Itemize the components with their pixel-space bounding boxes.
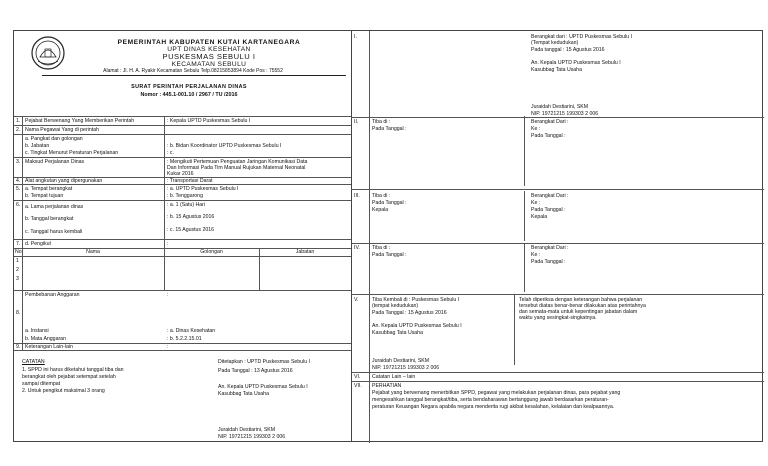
grid-line	[14, 184, 351, 185]
row-label: b. Jabatan	[25, 143, 50, 149]
signer-name: Juraidah Destiarini, SKM	[218, 427, 276, 433]
signer-position: An. Kepala UPTD Puskesmas Sebulu I	[218, 384, 308, 390]
grid-vline	[259, 248, 260, 290]
grid-line	[14, 239, 351, 240]
row-no: 6.	[16, 202, 21, 208]
row-label: a. Tempat berangkat	[25, 186, 73, 192]
s1-jabatan: An. Kepala UPTD Puskesmas Sebulu I	[531, 60, 621, 66]
pengikut-row-no: 2	[16, 267, 19, 273]
s7-text: mengesahkan tanggal berangkat/tiba, serta bendaharawan bertanggung jawab berdasarkan peraturan-	[372, 397, 609, 403]
s2-tanggal: Pada Tanggal :	[372, 126, 407, 132]
grid-vline	[164, 248, 165, 290]
right-split-vline	[524, 244, 525, 292]
row-no: 3.	[16, 159, 21, 165]
mata-anggaran-value: : b. 5.2.2.15.01	[167, 336, 202, 342]
s3-berangkat: Berangkat Dari :	[531, 193, 569, 199]
anggaran-no: 8.	[16, 310, 21, 316]
row-label: b. Tempat tujuan	[25, 193, 64, 199]
grid-vline-no	[22, 116, 23, 290]
s5-verif-line: waktu yang sesingkat-singkatnya.	[519, 315, 597, 321]
row-label: Maksud Perjalanan Dinas	[25, 159, 85, 165]
grid-line	[14, 134, 351, 135]
section-no: I.	[354, 34, 357, 40]
row-value: : b. Tenggarong	[167, 193, 203, 199]
grid-line	[351, 372, 764, 373]
catatan-item: 1. SPPD ini harus diketahui tanggal tiba dan	[22, 367, 124, 373]
grid-line	[351, 189, 764, 190]
ditetapkan-tanggal: Pada Tanggal : 13 Agustus 2016	[218, 368, 293, 374]
keterangan-value: :	[167, 344, 169, 350]
s7-text: Pejabat yang berwenang menerbitkan SPPD, pegawai yang melakukan perjalanan dinas, para pejabat yang	[372, 390, 621, 396]
s5-tempat: (tempat kedudukan)	[372, 303, 419, 309]
row-value: Dan Informasi Pada Tim Manual Rujukan Maternal Neonatal	[167, 165, 306, 171]
grid-line	[351, 243, 764, 244]
grid-line	[351, 294, 764, 295]
row-no: 7.	[16, 241, 21, 247]
catatan-title: CATATAN	[22, 359, 45, 365]
s5-jabatan: An. Kepala UPTD Puskesmas Sebulu I	[372, 323, 462, 329]
keterangan-label: Keterangan Lain-lain	[25, 344, 73, 350]
row-value: : b. 15 Agustus 2016	[167, 214, 215, 220]
s2-berangkat: Berangkat Dari :	[531, 119, 569, 125]
pengikut-header: Nama	[86, 249, 100, 255]
grid-vline-value	[164, 116, 165, 248]
header-line-4: KECAMATAN SEBULU	[171, 61, 247, 68]
grid-line	[14, 290, 351, 291]
s5-nama: Juraidah Destiarini, SKM	[372, 358, 430, 364]
grid-line	[14, 200, 351, 201]
regency-emblem-icon	[30, 35, 66, 71]
row-value: : c.	[167, 150, 174, 156]
grid-line	[351, 117, 764, 118]
sppd-sheet	[13, 30, 763, 442]
row-label: Pejabat Berwenang Yang Memberikan Perintah	[25, 118, 135, 124]
row-value: : a. UPTD Puskesmas Sebulu I	[167, 186, 239, 192]
grid-vline-no	[22, 290, 23, 350]
s5-verif-line: tersebut diatas benar-benar dilakukan atas perintahnya	[519, 303, 646, 309]
right-split-vline	[524, 191, 525, 241]
row-no: 4.	[16, 178, 21, 184]
row-label: d. Pengikut	[25, 241, 51, 247]
s3-ke: Ke :	[531, 200, 541, 206]
s3-tiba: Tiba di :	[372, 193, 391, 199]
s4-tiba: Tiba di :	[372, 245, 391, 251]
s2-tanggal-b: Pada Tanggal :	[531, 133, 566, 139]
s5-tiba-kembali: Tiba Kembali di : Puskesmas Sebulu I	[372, 297, 460, 303]
header-rule	[42, 75, 346, 76]
section-no: III.	[354, 193, 360, 199]
s1-tempat: (Tempat kedudukan)	[531, 40, 579, 46]
s3-tanggal-b: Pada Tanggal :	[531, 207, 566, 213]
s5-subjabatan: Kasubbag Tata Usaha	[372, 330, 423, 336]
section-no: II.	[354, 119, 359, 125]
pengikut-row-no: 1	[16, 258, 19, 264]
s1-subjabatan: Kasubbag Tata Usaha	[531, 67, 582, 73]
row-no: 5.	[16, 186, 21, 192]
row-value: : Mengikuti Pertemuan Penguatan Jaringan Komunikasi Data	[167, 159, 308, 165]
s1-nip: NIP. 19721215 199303 2 006	[531, 111, 599, 117]
header-address: Alamat : Jl. H. A. Ryakir Kecamatan Sebulu Telp.08215853894 Kode Pos : 75552	[103, 68, 283, 74]
doc-number: Nomor : 445.1-001.10 / 2967 / TU /2016	[140, 92, 238, 98]
mata-anggaran-label: b. Mata Anggaran	[25, 336, 66, 342]
s4-berangkat: Berangkat Dari :	[531, 245, 569, 251]
grid-line	[14, 157, 351, 158]
row-value: Kukar 2016	[167, 171, 194, 177]
section-no: VI.	[354, 374, 361, 380]
s7-title: PERHATIAN	[372, 383, 402, 389]
s3-tanggal: Pada Tanggal :	[372, 200, 407, 206]
section-no: VII.	[354, 383, 362, 389]
instansi-value: : a. Dinas Kesehatan	[167, 328, 216, 334]
row-label: b. Tanggal berangkat	[25, 216, 74, 222]
pengikut-header: Jabatan	[295, 249, 315, 255]
s2-tiba: Tiba di :	[372, 119, 391, 125]
grid-line	[14, 125, 351, 126]
section-no: V.	[354, 297, 359, 303]
grid-line	[14, 350, 351, 351]
s2-ke: Ke :	[531, 126, 541, 132]
row-value: : Transportasi Darat	[167, 178, 213, 184]
keterangan-no: 9.	[16, 344, 21, 350]
row-label: c. Tanggal harus kembali	[25, 229, 83, 235]
catatan-item: berangkat oleh pejabat setempat setelah	[22, 374, 116, 380]
ditetapkan: Ditetapkan : UPTD Puskesmas Sebulu I	[218, 359, 310, 365]
s1-berangkat: Berangkat dari : UPTD Puskesmas Sebulu I	[531, 34, 632, 40]
anggaran-label: Pembebanan Anggaran	[25, 292, 80, 298]
header-line-1: PEMERINTAH KABUPATEN KUTAI KARTANEGARA	[117, 39, 301, 46]
s5-nip: NIP. 19721215 199303 2 006	[372, 365, 440, 371]
pengikut-header: Golongan	[200, 249, 223, 255]
row-value: : b. Bidan Koordinator UPTD Puskesmas Sebulu I	[167, 143, 282, 149]
s5-verif-line: Telah diperiksa dengan keterangan bahwa perjalanan	[519, 297, 643, 303]
row-value: : a. 1 (Satu) Hari	[167, 202, 206, 208]
s5-verif-line: dan semata-mata untuk kepentingan jabatan dalam	[519, 309, 638, 315]
signer-subposition: Kasubbag Tata Usaha	[218, 391, 269, 397]
grid-line	[14, 256, 351, 257]
right-split-vline	[514, 295, 515, 365]
row-no: 1.	[16, 118, 21, 124]
pengikut-row-no: 3	[16, 276, 19, 282]
catatan-item: sampai ditempat	[22, 381, 61, 387]
right-split-vline	[524, 116, 525, 186]
row-value: : c. 15 Agustus 2016	[167, 227, 215, 233]
grid-line	[14, 116, 351, 117]
catatan-item: 2. Untuk pengikut maksimal 3 orang	[22, 388, 105, 394]
anggaran-colon: :	[167, 292, 169, 298]
s4-tanggal-b: Pada Tanggal :	[531, 259, 566, 265]
s6-catatan: Catatan Lain – lain	[372, 374, 416, 380]
signer-nip: NIP. 19721215 199303 2 006	[218, 434, 286, 440]
header-line-3: PUSKESMAS SEBULU I	[162, 52, 256, 61]
section-no: IV.	[354, 245, 360, 251]
doc-title: SURAT PERINTAH PERJALANAN DINAS	[131, 84, 247, 90]
center-divider	[351, 31, 352, 441]
grid-line	[351, 381, 764, 382]
s3-kepala: Kepala	[372, 207, 389, 213]
row-value: :	[167, 241, 169, 247]
row-label: a. Lama perjalanan dinas	[25, 204, 84, 210]
s4-tanggal: Pada Tanggal :	[372, 252, 407, 258]
s1-tanggal: Pada tanggal : 15 Agustus 2016	[531, 47, 605, 53]
row-value: : Kepala UPTD Puskesmas Sebulu I	[167, 118, 251, 124]
s3-kepala-b: Kepala	[531, 214, 548, 220]
row-no: 2.	[16, 127, 21, 133]
s5-tanggal: Pada Tanggal : 15 Agustus 2016	[372, 310, 447, 316]
row-label: Nama Pegawai Yang di perintah	[25, 127, 99, 133]
s7-text: peraturan Keuangan Negara apabila negara menderita rugi akibat kesalahan, kelalaian dan kealpaannya.	[372, 404, 615, 410]
s4-ke: Ke :	[531, 252, 541, 258]
row-label: a. Pangkat dan golongan	[25, 136, 83, 142]
s1-nama: Juraidah Destiarini, SKM	[531, 104, 589, 110]
header-line-2: UPT DINAS KESEHATAN	[167, 46, 251, 53]
instansi-label: a. Instansi	[25, 328, 49, 334]
row-label: Alat angkutan yang dipergunakan	[25, 178, 103, 184]
pengikut-header: No	[15, 249, 22, 255]
row-label: c. Tingkat Menurut Peraturan Perjalanan	[25, 150, 119, 156]
